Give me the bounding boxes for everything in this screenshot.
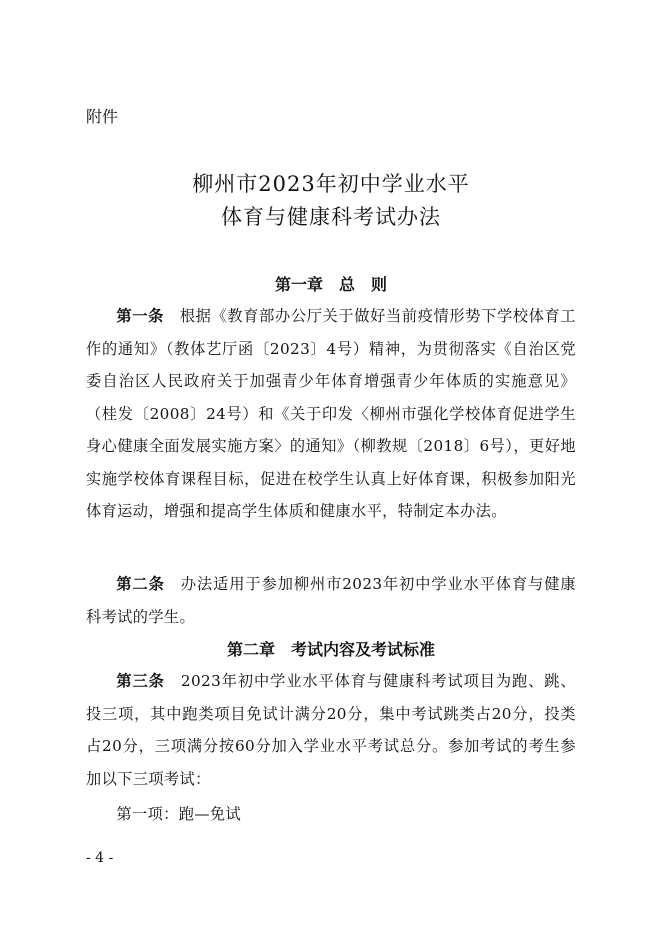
article-3-text: 2023年初中学业水平体育与健康科考试项目为跑、跳、投三项，其中跑类项目免试计满分20分，集中考试跳类占20分，投类占20分，三项满分按60分加入学业水平考试总分。参加考试的考生参加以下三项考试：	[86, 672, 576, 788]
article-3	[86, 665, 576, 795]
article-2-text: 办法适用于参加柳州市2023年初中学业水平体育与健康科考试的学生。	[86, 575, 576, 626]
document-title-line2: 体育与健康科考试办法	[221, 205, 441, 229]
page-number: - 4 -	[86, 850, 114, 866]
article-2-label: 第二条	[116, 575, 165, 593]
attachment-label: 附件	[86, 107, 119, 126]
article-1	[86, 300, 576, 528]
document-title-line1: 柳州市2023年初中学业水平	[192, 172, 470, 196]
chapter-heading-1: 第一章 总 则	[274, 275, 387, 294]
article-2	[86, 568, 576, 633]
chapter-heading-2: 第二章 考试内容及考试标准	[226, 640, 435, 659]
article-1-label: 第一条	[116, 307, 164, 325]
article-3-label: 第三条	[116, 672, 165, 690]
item-1: 第一项：跑—免试	[116, 805, 242, 823]
article-1-text: 根据《教育部办公厅关于做好当前疫情形势下学校体育工作的通知》（教体艺厅函〔2023〕4号）精神，为贯彻落实《自治区党委自治区人民政府关于加强青少年体育增强青少年体质的实施意见》（桂发〔2008〕24号）和《关于印发〈柳州市强化学校体育促进学生身心健康全面发展实施方案〉的通知》（柳教规〔2018〕6号），更好地实施学校体育课程目标，促进在校学生认真上好体育课，积极参加阳光体育运动，增强和提高学生体质和健康水平，特制定本办法。	[86, 307, 576, 520]
